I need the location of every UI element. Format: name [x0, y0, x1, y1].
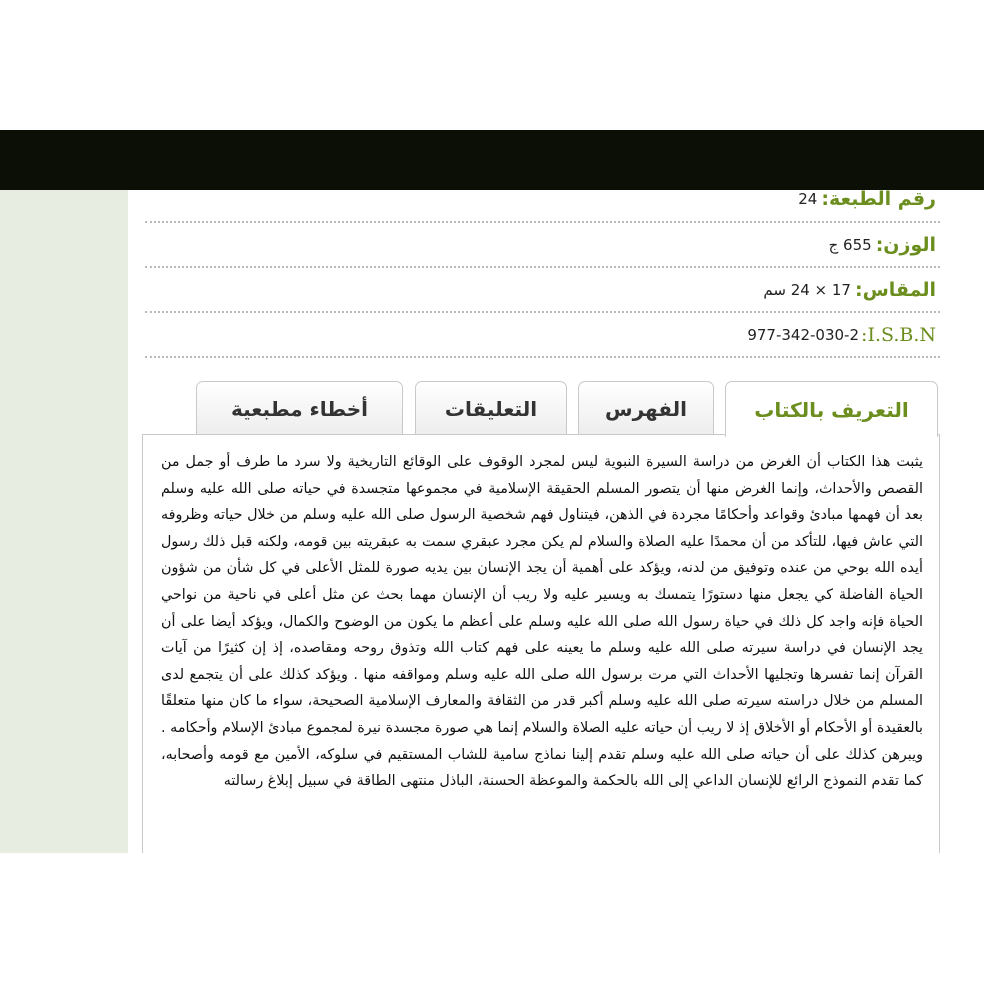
- side-panel: [0, 190, 128, 853]
- detail-edition: [145, 190, 940, 223]
- tab-about-book[interactable]: التعريف بالكتاب: [725, 381, 938, 437]
- tab-comments[interactable]: التعليقات: [415, 381, 567, 435]
- tab-errata[interactable]: أخطاء مطبعية: [196, 381, 403, 435]
- detail-size: [145, 268, 940, 313]
- tab-index[interactable]: الفهرس: [578, 381, 714, 435]
- book-tabs: [142, 381, 940, 435]
- bottom-margin: [0, 853, 984, 984]
- top-black-bar: [0, 130, 984, 190]
- isbn-value: 977-342-030-2: [747, 325, 860, 344]
- weight-label: الوزن:: [875, 233, 936, 256]
- isbn-label: I.S.B.N:: [861, 323, 936, 346]
- detail-weight: [145, 223, 940, 268]
- tab-content-panel: [142, 434, 940, 853]
- book-details: [145, 190, 940, 358]
- book-description: يثبت هذا الكتاب أن الغرض من دراسة السيرة النبوية ليس لمجرد الوقوف على الوقائع التاريخية ولا سرد ما طرف أو جمل من القصص والأحداث، وإنما الغرض منها أن يتصور المسلم الحقيقة الإسلامية في مجموعها متجسدة في حياته صلى الله عليه وسلم بعد أن فهمها مبادئ وقواعد وأحكامًا مجردة في الذهن، فيتناول فهم شخصية الرسول صلى الله عليه وسلم من خلال حياته وظروفه التي عاش فيها، للتأكد من أن محمدًا عليه الصلاة والسلام لم يكن مجرد عبقري سمت به عبقريته بين قومه، ولكنه قبل ذلك رسول أيده الله بوحي من عنده وتوفيق من لدنه، ويؤكد على أهمية أن يجد الإنسان بين يديه صورة للمثل الأعلى في كل شأن من شؤون الحياة الفاضلة كي يجعل منها دستورًا يتمسك به ويسير عليه ولا ريب أن الإنسان مهما بحث عن مثل أعلى في ناحية من نواحي الحياة فإنه واجد كل ذلك في حياة رسول الله صلى الله عليه وسلم على أعظم ما يكون من الوضوح والكمال، ويؤكد أيضا على أن يجد الإنسان في دراسة سيرته صلى الله عليه وسلم ما يعينه على فهم كتاب الله وتذوق روحه ومقاصده، إذ إن كثيرًا من آيات القرآن إنما تفسرها وتجليها الأحداث التي مرت برسول الله صلى الله عليه وسلم ومواقفه منها . ويؤكد كذلك على أن يتجمع لدى المسلم من خلال دراسته سيرته صلى الله عليه وسلم أكبر قدر من الثقافة والمعارف الإسلامية الصحيحة، سواء ما كان منها متعلقًا بالعقيدة أو الأحكام أو الأخلاق إذ لا ريب أن حياته عليه الصلاة والسلام إنما هي صورة مجسدة نيرة لمجموع مبادئ الإسلام وأحكامه . ويبرهن كذلك على أن حياته صلى الله عليه وسلم تقدم إلينا نماذج سامية للشاب المستقيم في سلوكه، الأمين مع قومه وأصحابه، كما تقدم النموذج الرائع للإنسان الداعي إلى الله بالحكمة والموعظة الحسنة، الباذل منتهى الطاقة في سبيل إبلاغ رسالته: [161, 454, 923, 790]
- detail-isbn: [145, 313, 940, 358]
- top-margin: [0, 0, 984, 130]
- edition-value: 24: [798, 190, 818, 208]
- page-viewport: [0, 190, 984, 853]
- edition-label: رقم الطبعة:: [821, 190, 936, 210]
- size-label: المقاس:: [854, 278, 936, 301]
- weight-value: 655 ج: [828, 235, 872, 254]
- size-value: 17 × 24 سم: [763, 280, 851, 299]
